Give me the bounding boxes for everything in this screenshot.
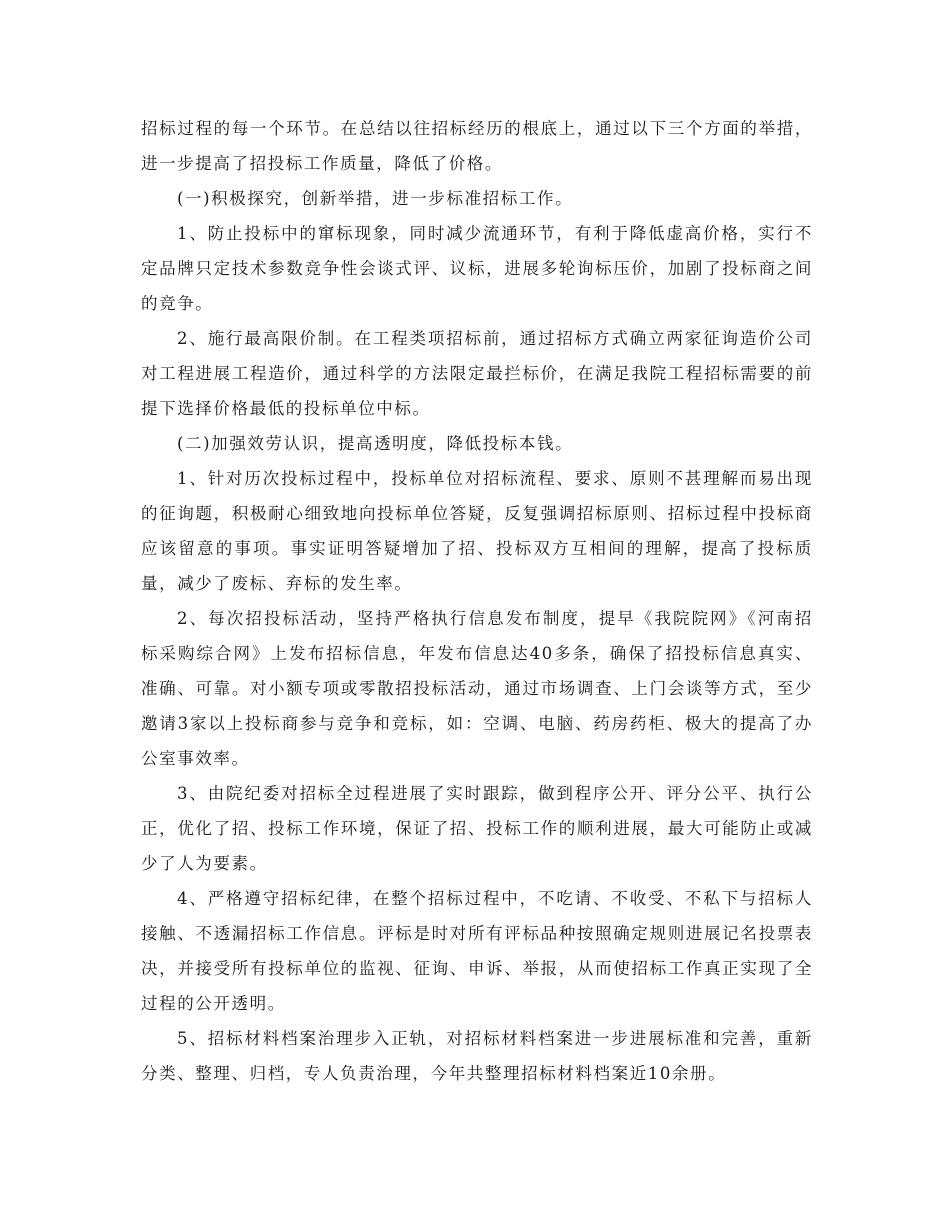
paragraph-6: 1、针对历次投标过程中，投标单位对招标流程、要求、原则不甚理解而易出现的征询题，积极耐心细致地向投标单位答疑，反复强调招标原则、招标过程中投标商应该留意的事项。事实证明答疑增加了招、投标双方互相间的理解，提高了投标质量，减少了废标、弃标的发生率。 (141, 469, 813, 593)
paragraph-7: 2、每次招投标活动，坚持严格执行信息发布制度，提早《我院院网》《河南招标采购综合网》上发布招标信息，年发布信息达40多条，确保了招投标信息真实、准确、可靠。对小额专项或零散招投标活动，通过市场调查、上门会谈等方式，至少邀请3家以上投标商参与竞争和竞标，如：空调、电脑、药房药柜、极大的提高了办公室事效率。 (141, 609, 813, 768)
paragraph-3: 1、防止投标中的窜标现象，同时减少流通环节，有利于降低虚高价格，实行不定品牌只定技术参数竞争性会谈式评、议标，进展多轮询标压价，加剧了投标商之间的竞争。 (141, 224, 813, 313)
paragraph-10: 5、招标材料档案治理步入正轨，对招标材料档案进一步进展标准和完善，重新分类、整理、归档，专人负责治理，今年共整理招标材料档案近10余册。 (141, 1029, 813, 1083)
paragraph-8: 3、由院纪委对招标全过程进展了实时跟踪，做到程序公开、评分公平、执行公正，优化了招、投标工作环境，保证了招、投标工作的顺利进展，最大可能防止或减少了人为要素。 (141, 784, 813, 873)
paragraph-2-heading: (一)积极探究，创新举措，进一步标准招标工作。 (177, 189, 574, 208)
paragraph-9: 4、严格遵守招标纪律，在整个招标过程中，不吃请、不收受、不私下与招标人接触、不透漏招标工作信息。评标是时对所有评标品种按照确定规则进展记名投票表决，并接受所有投标单位的监视、征询、申诉、举报，从而使招标工作真正实现了全过程的公开透明。 (141, 889, 813, 1013)
document-body (141, 111, 813, 1091)
paragraph-1: 招标过程的每一个环节。在总结以往招标经历的根底上，通过以下三个方面的举措，进一步提高了招投标工作质量，降低了价格。 (141, 119, 813, 173)
paragraph-4: 2、施行最高限价制。在工程类项招标前，通过招标方式确立两家征询造价公司对工程进展工程造价，通过科学的方法限定最拦标价，在满足我院工程招标需要的前提下选择价格最低的投标单位中标。 (141, 329, 813, 418)
paragraph-5-heading: (二)加强效劳认识，提高透明度，降低投标本钱。 (177, 434, 574, 453)
